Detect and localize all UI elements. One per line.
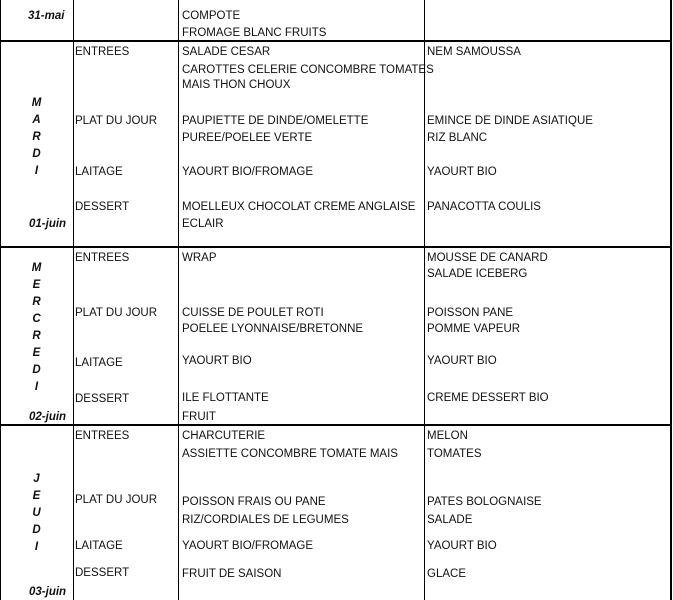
menu2-line: PATES BOLOGNAISE: [427, 496, 542, 508]
day-date: 01-juin: [29, 218, 67, 230]
column-divider: [424, 0, 425, 600]
day-letter: U: [32, 507, 41, 519]
day-letter: E: [32, 347, 41, 359]
day-letter: I: [34, 381, 39, 393]
category-label: PLAT DU JOUR: [75, 494, 158, 506]
menu1-line: ASSIETTE CONCOMBRE TOMATE MAIS: [182, 448, 398, 460]
menu1-line: FRUIT: [182, 411, 216, 423]
menu1-line: CAROTTES CELERIE CONCOMBRE TOMATES: [182, 64, 434, 76]
day-letter: R: [32, 330, 41, 342]
column-divider: [178, 0, 179, 600]
menu1-line: POELEE LYONNAISE/BRETONNE: [182, 323, 364, 335]
day-date: 03-juin: [29, 586, 67, 598]
menu1-line: CHARCUTERIE: [182, 430, 266, 442]
row-divider: [0, 40, 672, 42]
menu2-line: PANACOTTA COULIS: [427, 201, 541, 213]
menu2-line: SALADE: [427, 514, 473, 526]
menu1-line: ECLAIR: [182, 218, 224, 230]
day-letter: I: [34, 165, 39, 177]
day-letter: I: [34, 541, 39, 553]
menu2-line: YAOURT BIO: [427, 540, 497, 552]
menu2-line: NEM SAMOUSSA: [427, 46, 521, 58]
table-border-right: [670, 0, 672, 600]
menu2-line: MELON: [427, 430, 468, 442]
day-date: 02-juin: [29, 411, 67, 423]
category-label: PLAT DU JOUR: [75, 307, 158, 319]
column-divider: [73, 0, 74, 600]
menu1-line: WRAP: [182, 252, 217, 264]
menu2-line: YAOURT BIO: [427, 166, 497, 178]
menu2-line: GLACE: [427, 568, 466, 580]
day-letter: C: [32, 313, 41, 325]
menu1-line: CUISSE DE POULET ROTI: [182, 307, 324, 319]
category-label: DESSERT: [75, 567, 130, 579]
day-letter: E: [32, 279, 41, 291]
day-letter: E: [32, 490, 41, 502]
row-divider: [0, 424, 672, 426]
category-label: LAITAGE: [75, 166, 123, 178]
menu1-line: PAUPIETTE DE DINDE/OMELETTE: [182, 115, 369, 127]
category-label: ENTREES: [75, 430, 130, 442]
day-letter: A: [32, 114, 41, 126]
menu1-line: YAOURT BIO/FROMAGE: [182, 540, 313, 552]
day-letter: M: [31, 262, 42, 274]
menu1-line: ILE FLOTTANTE: [182, 392, 269, 404]
menu2-line: RIZ BLANC: [427, 132, 488, 144]
menu2-line: YAOURT BIO: [427, 355, 497, 367]
menu1-line: SALADE CESAR: [182, 46, 271, 58]
menu1-line: COMPOTE: [182, 10, 241, 22]
category-label: LAITAGE: [75, 357, 123, 369]
day-letter: R: [32, 131, 41, 143]
menu1-line: MAIS THON CHOUX: [182, 79, 291, 91]
menu1-line: FRUIT DE SAISON: [182, 568, 282, 580]
menu2-line: SALADE ICEBERG: [427, 268, 528, 280]
day-letter: J: [33, 473, 40, 485]
menu1-line: POISSON FRAIS OU PANE: [182, 496, 326, 508]
day-letter: D: [32, 364, 41, 376]
category-label: PLAT DU JOUR: [75, 115, 158, 127]
menu1-line: RIZ/CORDIALES DE LEGUMES: [182, 514, 349, 526]
menu2-line: POMME VAPEUR: [427, 323, 521, 335]
menu2-line: MOUSSE DE CANARD: [427, 252, 548, 264]
menu2-line: POISSON PANE: [427, 307, 514, 319]
day-letter: D: [32, 524, 41, 536]
category-label: ENTREES: [75, 252, 130, 264]
category-label: DESSERT: [75, 393, 130, 405]
category-label: ENTREES: [75, 46, 130, 58]
category-label: LAITAGE: [75, 540, 123, 552]
menu1-line: PUREE/POELEE VERTE: [182, 132, 313, 144]
menu1-line: YAOURT BIO: [182, 355, 252, 367]
day-letter: D: [32, 148, 41, 160]
menu2-line: TOMATES: [427, 448, 482, 460]
menu1-line: MOELLEUX CHOCOLAT CREME ANGLAISE: [182, 201, 416, 213]
day-date: 31-mai: [28, 10, 65, 22]
category-label: DESSERT: [75, 201, 130, 213]
day-letter: R: [32, 296, 41, 308]
row-divider: [0, 246, 672, 248]
menu1-line: FROMAGE BLANC FRUITS: [182, 27, 327, 39]
day-letter: M: [31, 97, 42, 109]
menu1-line: YAOURT BIO/FROMAGE: [182, 166, 313, 178]
menu2-line: CREME DESSERT BIO: [427, 392, 549, 404]
menu2-line: EMINCE DE DINDE ASIATIQUE: [427, 115, 593, 127]
